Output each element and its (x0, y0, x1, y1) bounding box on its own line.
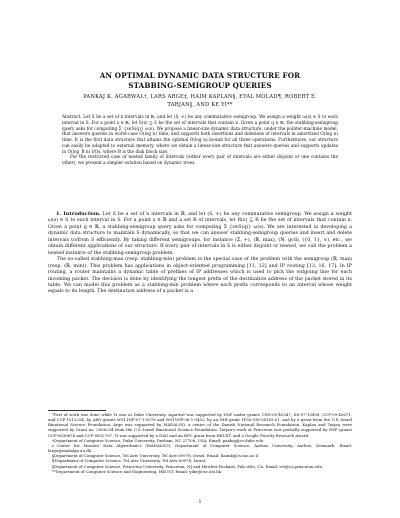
footnote: *Part of work was done while Yi was at Duke University. Agarwal was supported by NSF under grants CNS-05-40347, IIS-07-13498, CCF-09-40671, and CCF-1012254, by ARO grants W911NF-07-1-0376 and W911NF-08-1-0452, by an NIH grant 1P50-GM-08183-01, and by a grant from the U.S.-Israel Binational Science Foundation. Arge was supported by MADALGO, a center of the Danish National Research Foundation. Kaplan and Tarjan were supported by Grant no. 2006204 from the U.S.-Israel Binational Science Foundation. Tarjan's work at Princeton was partially supported by NSF grants CCF-0830676 and CCF-0832797. Yi was supported by a DAG and an RPC grant from HKUST, and a Google Faculty Research Award. (48, 412, 352, 438)
section-heading: 1. Introduction. (56, 211, 101, 217)
footnotes (48, 412, 352, 474)
abstract-paragraph: Abstract. Let S be a set of n intervals in ℝ, and let (S, +) be any commutative semigroup. We assign a weight ω(s) ∈ S to each interval in S. For a point x ∈ ℝ, let S(x) ⊆ S be the set of intervals that contain x. Given a point q ∈ ℝ, the stabbing-semigroup query asks for computing Σ_{s∈S(q)} ω(s). We propose a linear-size dynamic data structure, under the pointer-machine model, that answers queries in worst-case O(log n) time, and supports both insertions and deletions of intervals in amortized O(log n) time. It is the first data structure that attains the optimal O(log n) bound for all three operations. Furthermore, our structure can easily be adapted to external memory, where we obtain a linear-size structure that answers queries and supports updates in O(log_B n) I/Os, where B is the disk block size. (62, 115, 338, 155)
intro-paragraph (48, 211, 352, 257)
page-number: 1 (198, 500, 202, 505)
footnote: ¶Department of Computer Science, Tel Aviv University, Tel Aviv 69978, Israel. (52, 458, 207, 464)
footnote: ‖Department of Computer Science, Princeton University, Princeton, NJ and Hewlett-Packard, Palo Alto, CA. Email: ret@cs.princeton.edu (52, 463, 322, 469)
introduction-section (48, 211, 352, 296)
footnote: §Department of Computer Science, Tel Aviv University, Tel Aviv 69978, Israel. Email: haimk@cs.tau.ac.il (52, 453, 259, 459)
authors-line-1: PANKAJ K. AGARWAL†, LARS ARGE‡, HAIM KAPLAN§, EYAL MOLAD¶, ROBERT E. (83, 94, 317, 100)
abstract-paragraph: For the restricted case of nested family of intervals (either every pair of intervals are either disjoint or one contains the other), we present a simpler solution based on dynamic trees. (62, 155, 338, 166)
title-line-1: AN OPTIMAL DYNAMIC DATA STRUCTURE FOR (99, 71, 301, 80)
author-list (40, 93, 360, 110)
title-line-2: STABBING-SEMIGROUP QUERIES (128, 80, 272, 90)
footnote: **Department of Computer Science and Engineering, HKUST. Email: yike@cse.ust.hk (52, 468, 222, 474)
intro-paragraph: The so-called stabbing-max (resp. stabbing-min) problem is the special case of the problem with the semigroup (ℝ, max) (resp. (ℝ, min)). This problem has applications in object-oriented programming [11, 12] and IP routing [13, 16, 17]. In IP routing, a router maintains a dynamic table of prefixes of IP addresses which is used to pick the outgoing line for each incoming packet. The decision is done by identifying the longest prefix of the destination address of the packet stored in its table. We can model this problem as a stabbing-min problem where each prefix corresponds to an interval whose weight equals to its length. The destination address of a packet is a (48, 257, 352, 295)
abstract (62, 115, 338, 167)
footnote-rule (48, 410, 106, 411)
footnote: ‡Center for Massive Data Algorithmics (MADALGO), Department of Computer Science, Aarhus University, Aarhus, Denmark. Email: large@madalgo.au.dk (48, 442, 352, 454)
authors-line-2: TARJAN‖, AND KE YI** (167, 102, 233, 109)
intro-paragraph-text: Let S be a set of n intervals in ℝ, and let (S, +) be any commutative semigroup. We assign a weight ω(s) ∈ S to each interval in S. For a point x ∈ ℝ and a set R of intervals, let R(x) ⊆ R be the set of intervals that contain x. Given a point q ∈ ℝ, a stabbing-semigroup query asks for computing Σ_{s∈S(q)} ω(s). We are interested in developing a dynamic data structure to maintain S dynamically, so that we can answer stabbing-semigroup queries and insert and delete intervals to/from S efficiently. By taking different semigroups, for instance (ℤ, +), (ℝ, max), (ℕ, gcd), ({0, 1}, ∨), etc., we obtain different applications of our structure. If every pair of intervals in S is either disjoint or nested, we call the problem a nested instance of the stabbing-semigroup problem. (48, 212, 353, 256)
footnote: †Department of Computer Science, Duke University, Durham, NC 27708, USA. Email: pankaj@cs.duke.edu (52, 437, 264, 443)
paper-title (40, 71, 360, 90)
